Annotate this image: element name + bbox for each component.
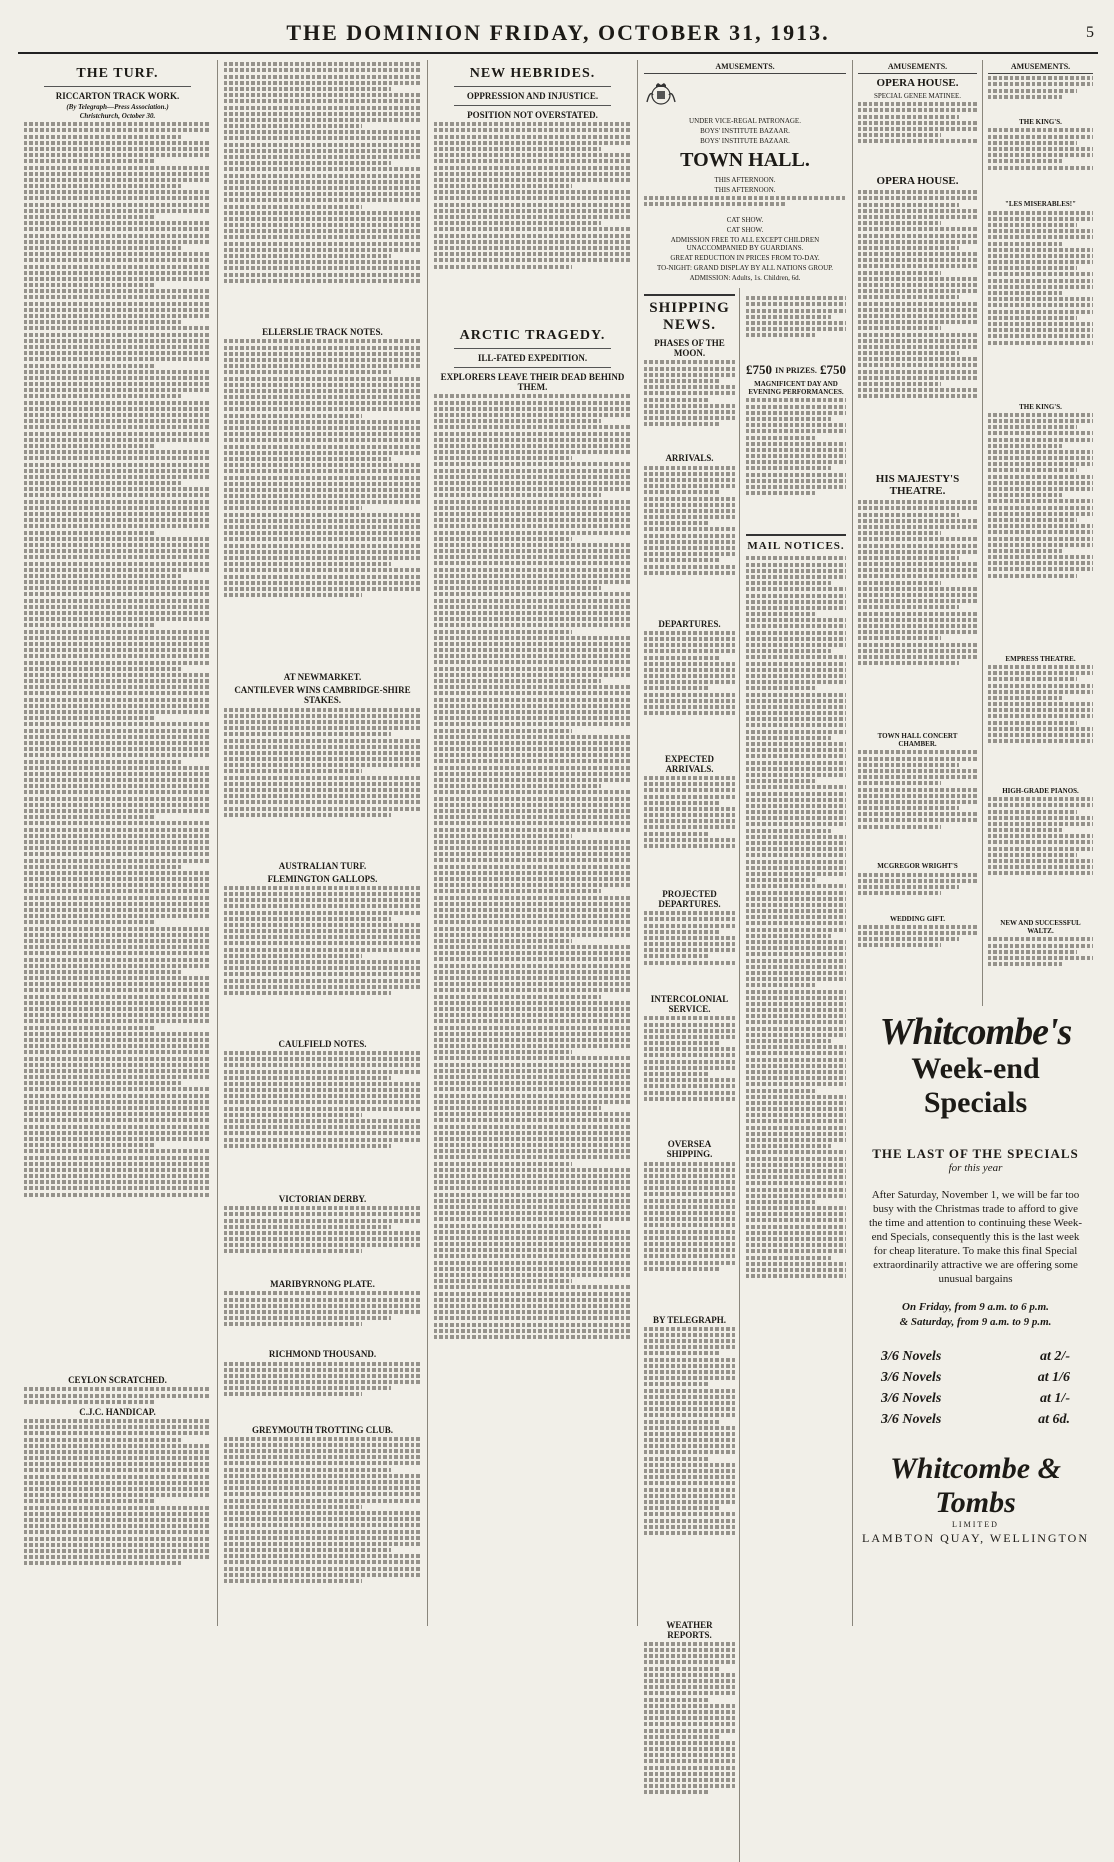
column-turf-continued: [218, 60, 428, 1626]
advertisement-area: [853, 60, 1098, 1626]
mail-notices-heading: MAIL NOTICES.: [746, 534, 846, 552]
whitcombe-brand: Whitcombe's: [879, 1011, 1072, 1053]
prize-amount: £750: [746, 362, 772, 378]
prize-banner: [746, 362, 846, 378]
prize-label: IN PRIZES.: [775, 365, 817, 375]
cat-show-line: CAT SHOW.: [726, 216, 764, 225]
article-heading: C.J.C. HANDICAP.: [79, 1406, 156, 1417]
article-subheading: OPPRESSION AND INJUSTICE.: [466, 91, 599, 101]
amusements-heading: AMUSEMENTS.: [988, 62, 1093, 74]
article-body: [24, 122, 211, 1372]
last-specials-heading: THE LAST OF THE SPECIALS: [872, 1146, 1079, 1161]
prize-amount: £750: [819, 362, 846, 378]
article-heading: AUSTRALIAN TURF.: [278, 860, 367, 871]
mcgregor-wright-heading: MCGREGOR WRIGHT'S: [877, 862, 958, 871]
bazaar-line: BOYS' INSTITUTE BAZAAR.: [700, 137, 790, 145]
masthead: [18, 14, 1098, 54]
article-heading: CEYLON SCRATCHED.: [68, 1375, 167, 1386]
list-item: 3/6 Novels at 1/-: [881, 1391, 1070, 1406]
genee-matinee: SPECIAL GENEE MATINEE.: [873, 92, 962, 100]
firm-address: LAMBTON QUAY, WELLINGTON: [861, 1531, 1089, 1545]
his-majestys-theatre-heading: HIS MAJESTY'S THEATRE.: [875, 473, 960, 498]
for-this-year: for this year: [948, 1162, 1003, 1174]
admission-prices: ADMISSION: Adults, 1s. Children, 6d.: [689, 274, 801, 283]
intercolonial-heading: INTERCOLONIAL SERVICE.: [650, 994, 729, 1015]
admission-notice: ADMISSION FREE TO ALL EXCEPT CHILDREN UNACCOMPANIED BY GUARDIANS.: [670, 236, 820, 253]
section-turf-heading: THE TURF.: [76, 66, 159, 81]
moon-phases-heading: PHASES OF THE MOON.: [654, 338, 725, 359]
shipping-news-heading: SHIPPING NEWS.: [644, 294, 735, 334]
article-subheading: ILL-FATED EXPEDITION.: [477, 353, 588, 364]
opera-house-heading: OPERA HOUSE.: [876, 175, 959, 188]
performances-line: MAGNIFICENT DAY AND EVENING PERFORMANCES.: [748, 380, 844, 397]
column-amusements-left: [853, 60, 983, 1006]
article-heading: RICCARTON TRACK WORK.: [55, 91, 180, 101]
column-news: [428, 60, 638, 1626]
byline: (By Telegraph—Press Association.): [66, 103, 169, 111]
oversea-shipping-heading: OVERSEA SHIPPING.: [666, 1139, 713, 1160]
novel-price-list: [881, 1346, 1070, 1430]
kings-theatre-heading: THE KING'S.: [1019, 118, 1062, 127]
cat-show-line: CAT SHOW.: [726, 226, 764, 235]
departures-heading: DEPARTURES.: [658, 618, 721, 629]
article-heading: ELLERSLIE TRACK NOTES.: [262, 327, 383, 338]
article-heading: FLEMINGTON GALLOPS.: [267, 873, 378, 884]
article-heading: MARIBYRNONG PLATE.: [270, 1279, 375, 1290]
by-telegraph-heading: BY TELEGRAPH.: [652, 1314, 726, 1325]
article-heading: CAULFIELD NOTES.: [278, 1038, 367, 1049]
article-heading-new-hebrides: NEW HEBRIDES.: [469, 66, 596, 81]
patronage-line: UNDER VICE-REGAL PATRONAGE.: [689, 117, 801, 125]
list-item: 3/6 Novels at 1/6: [881, 1370, 1070, 1385]
masthead-title: THE DOMINION FRIDAY, OCTOBER 31, 1913.: [286, 20, 830, 45]
newspaper-page: [18, 14, 1098, 1640]
column-amusements-shipping: [638, 60, 853, 1640]
article-subheading: EXPLORERS LEAVE THEIR DEAD BEHIND THEM.: [440, 372, 625, 393]
article-heading: RICHMOND THOUSAND.: [268, 1349, 377, 1360]
projected-departures-heading: PROJECTED DEPARTURES.: [658, 888, 721, 909]
town-hall-concert-heading: TOWN HALL CONCERT CHAMBER.: [877, 732, 958, 749]
firm-name: Whitcombe & Tombs: [890, 1452, 1061, 1519]
wedding-gift-heading: WEDDING GIFT.: [889, 914, 946, 923]
dateline: Christchurch, October 30.: [79, 112, 156, 120]
article-heading: VICTORIAN DERBY.: [278, 1193, 367, 1204]
whitcombe-advertisement: [853, 1012, 1098, 1626]
saturday-hours: & Saturday, from 9 a.m. to 9 p.m.: [899, 1316, 1052, 1328]
divider: [44, 86, 191, 87]
article-heading: CANTILEVER WINS CAMBRIDGE-SHIRE STAKES.: [234, 685, 411, 706]
expected-arrivals-heading: EXPECTED ARRIVALS.: [664, 753, 714, 774]
page-number: 5: [1086, 24, 1094, 41]
weekend-specials-title: Week-end Specials: [911, 1052, 1040, 1119]
waltz-heading: NEW AND SUCCESSFUL WALTZ.: [1000, 919, 1081, 936]
afternoon-line: THIS AFTERNOON.: [714, 176, 776, 184]
article-heading-arctic: ARCTIC TRAGEDY.: [459, 328, 606, 344]
weather-reports-heading: WEATHER REPORTS.: [666, 1619, 713, 1640]
town-hall-heading: TOWN HALL.: [680, 149, 810, 171]
ad-body-text: After Saturday, November 1, we will be far too busy with the Christmas trade to afford to give the time and attention to continuing these Week-end Specials, consequently this is the last week for cheap literature. To make this final Special extraordinarily attractive we are offering some unusual bargains: [868, 1189, 1083, 1285]
arrivals-heading: ARRIVALS.: [665, 453, 714, 464]
amusements-heading: AMUSEMENTS.: [644, 62, 846, 74]
afternoon-line: THIS AFTERNOON.: [714, 186, 776, 194]
bazaar-line: BOYS' INSTITUTE BAZAAR.: [700, 127, 790, 135]
les-miserables-title: "LES MISERABLES!": [1005, 200, 1076, 209]
firm-limited: LIMITED: [952, 1520, 999, 1529]
empress-theatre-heading: EMPRESS THEATRE.: [1005, 654, 1076, 663]
article-subheading: POSITION NOT OVERSTATED.: [467, 110, 598, 120]
column-turf: [18, 60, 218, 1626]
high-grade-pianos-heading: HIGH-GRADE PIANOS.: [1002, 786, 1079, 795]
column-amusements-right: [983, 60, 1098, 1006]
article-heading: GREYMOUTH TROTTING CLUB.: [251, 1424, 394, 1435]
reduction-notice: GREAT REDUCTION IN PRICES FROM TO-DAY.: [670, 254, 820, 263]
royal-crest-icon: [644, 82, 678, 108]
friday-hours: On Friday, from 9 a.m. to 6 p.m.: [902, 1301, 1049, 1313]
shipping-column: [644, 288, 740, 1862]
list-item: 3/6 Novels at 2/-: [881, 1349, 1070, 1364]
kings-theatre-heading: THE KING'S.: [1019, 402, 1062, 411]
list-item: 3/6 Novels at 6d.: [881, 1412, 1070, 1427]
nations-display: TO-NIGHT: GRAND DISPLAY BY ALL NATIONS GROUP.: [656, 264, 834, 273]
town-hall-events-column: [746, 288, 846, 1862]
amusements-heading: AMUSEMENTS.: [858, 62, 977, 74]
article-heading: AT NEWMARKET.: [283, 672, 362, 683]
columns: [18, 60, 1098, 1640]
opera-house-heading: OPERA HOUSE.: [876, 77, 959, 89]
